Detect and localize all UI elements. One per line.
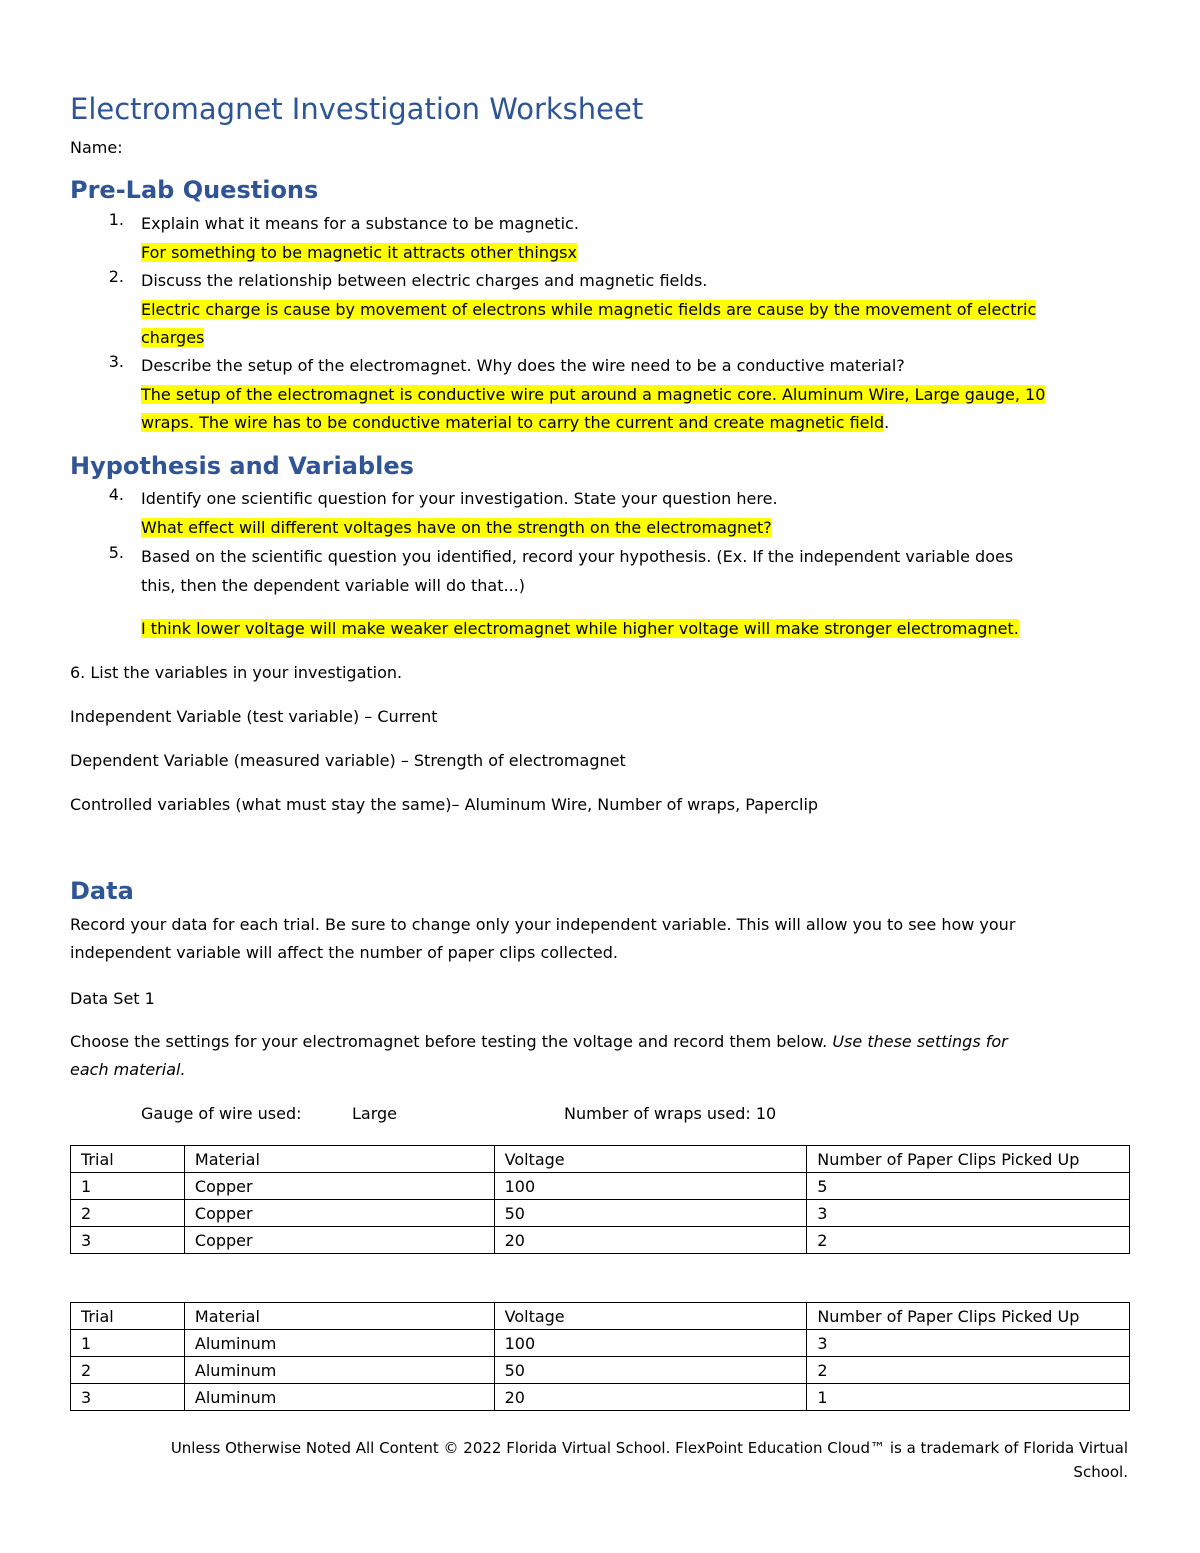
q3-answer-period: . (884, 413, 890, 432)
name-label: Name: (70, 138, 123, 157)
footer-line1: Unless Otherwise Noted All Content © 2022 Florida Virtual School. FlexPoint Education Cloud™ is a trademark of Florida Virtual (170, 1439, 1128, 1457)
table-header-cell: Voltage (494, 1146, 807, 1173)
table-header-row (71, 1303, 1130, 1330)
dependent-variable: Dependent Variable (measured variable) – Strength of electromagnet (70, 751, 626, 770)
settings-italic-1: Use these settings for (832, 1032, 1008, 1051)
q5-question-line1: Based on the scientific question you identified, record your hypothesis. (Ex. If the independent variable does (141, 547, 1014, 566)
copyright-footer (88, 1436, 1128, 1484)
table-header-row (71, 1146, 1130, 1173)
data-heading: Data (70, 877, 134, 905)
table-row (71, 1173, 1130, 1200)
table-cell: Copper (184, 1200, 494, 1227)
q2-answer-line2: charges (141, 328, 205, 347)
table-cell: 1 (71, 1330, 185, 1357)
q6-prompt: 6. List the variables in your investigation. (70, 663, 403, 682)
table-cell: 3 (807, 1200, 1130, 1227)
table-cell: 50 (494, 1357, 807, 1384)
data-intro-line1: Record your data for each trial. Be sure to change only your independent variable. This will allow you to see how your (70, 915, 1016, 934)
q2-answer-line1: Electric charge is cause by movement of electrons while magnetic fields are cause by the movement of electric (141, 300, 1037, 319)
table-row (71, 1357, 1130, 1384)
prelab-heading: Pre-Lab Questions (70, 176, 319, 204)
controlled-variables: Controlled variables (what must stay the same)– Aluminum Wire, Number of wraps, Paperclip (70, 795, 819, 814)
table-header-cell: Material (184, 1146, 494, 1173)
wraps-label: Number of wraps used: 10 (564, 1104, 777, 1123)
table-row (71, 1330, 1130, 1357)
gauge-value: Large (352, 1104, 398, 1123)
q2-question: Discuss the relationship between electric charges and magnetic fields. (141, 271, 708, 290)
q3-answer-line2: wraps. The wire has to be conductive material to carry the current and create magnetic field (141, 413, 885, 432)
q3-answer-line1: The setup of the electromagnet is conductive wire put around a magnetic core. Aluminum Wire, Large gauge, 10 (141, 385, 1046, 404)
table-row (71, 1227, 1130, 1254)
hypothesis-heading: Hypothesis and Variables (70, 452, 414, 480)
table-cell: 1 (71, 1173, 185, 1200)
table-cell: 2 (807, 1357, 1130, 1384)
table-header-cell: Trial (71, 1146, 185, 1173)
table-header-cell: Material (184, 1303, 494, 1330)
table-cell: 20 (494, 1384, 807, 1411)
table-cell: 5 (807, 1173, 1130, 1200)
q3-question: Describe the setup of the electromagnet. Why does the wire need to be a conductive material? (141, 356, 905, 375)
table-cell: 20 (494, 1227, 807, 1254)
q4-answer: What effect will different voltages have on the strength on the electromagnet? (141, 518, 772, 537)
footer-line2: School. (1073, 1463, 1128, 1481)
data-intro-line2: independent variable will affect the number of paper clips collected. (70, 943, 618, 962)
table-header-cell: Number of Paper Clips Picked Up (807, 1303, 1130, 1330)
table-cell: Copper (184, 1173, 494, 1200)
q5-answer: I think lower voltage will make weaker electromagnet while higher voltage will make stronger electromagnet. (141, 619, 1019, 638)
table-cell: Aluminum (184, 1384, 494, 1411)
q1-number: 1. (108, 210, 124, 229)
table-cell: 100 (494, 1173, 807, 1200)
settings-italic-2: each material. (70, 1060, 186, 1079)
table-cell: 2 (71, 1357, 185, 1384)
q1-question: Explain what it means for a substance to be magnetic. (141, 214, 579, 233)
table-row (71, 1384, 1130, 1411)
table-cell: 3 (71, 1227, 185, 1254)
q3-number: 3. (108, 352, 124, 371)
copper-data-table (70, 1145, 1130, 1254)
table-cell: 2 (71, 1200, 185, 1227)
table-cell: 1 (807, 1384, 1130, 1411)
q1-answer: For something to be magnetic it attracts other thingsx (141, 243, 577, 262)
aluminum-data-table (70, 1302, 1130, 1411)
settings-text: Choose the settings for your electromagnet before testing the voltage and record them below. (70, 1032, 828, 1051)
settings-instruction (70, 1028, 1008, 1056)
q4-question: Identify one scientific question for your investigation. State your question here. (141, 489, 778, 508)
table-cell: Aluminum (184, 1330, 494, 1357)
table-cell: Copper (184, 1227, 494, 1254)
page-title: Electromagnet Investigation Worksheet (70, 92, 644, 126)
table-cell: 3 (71, 1384, 185, 1411)
table-row (71, 1200, 1130, 1227)
gauge-label: Gauge of wire used: (141, 1104, 302, 1123)
q4-number: 4. (108, 485, 124, 504)
table-header-cell: Voltage (494, 1303, 807, 1330)
independent-variable: Independent Variable (test variable) – Current (70, 707, 438, 726)
q5-number: 5. (108, 543, 124, 562)
table-cell: 3 (807, 1330, 1130, 1357)
q2-number: 2. (108, 267, 124, 286)
table-cell: 2 (807, 1227, 1130, 1254)
table-cell: Aluminum (184, 1357, 494, 1384)
table-cell: 50 (494, 1200, 807, 1227)
data-set-label: Data Set 1 (70, 989, 155, 1008)
table-header-cell: Number of Paper Clips Picked Up (807, 1146, 1130, 1173)
table-header-cell: Trial (71, 1303, 185, 1330)
table-cell: 100 (494, 1330, 807, 1357)
q5-question-line2: this, then the dependent variable will do that...) (141, 576, 525, 595)
